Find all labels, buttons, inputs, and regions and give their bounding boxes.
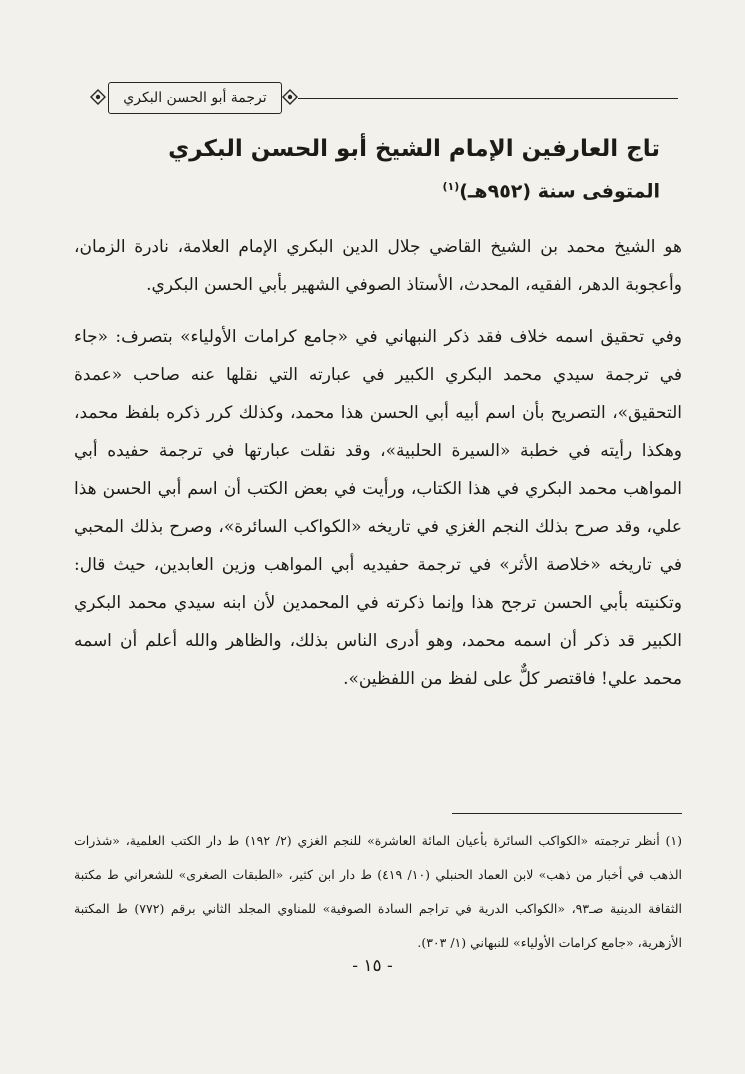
ornament-icon (90, 89, 106, 105)
body-text (74, 228, 682, 698)
ornament-icon (282, 89, 298, 105)
header-label: ترجمة أبو الحسن البكري (123, 90, 267, 106)
paragraph: وفي تحقيق اسمه خلاف فقد ذكر النبهاني في «جامع كرامات الأولياء» بتصرف: «جاء في ترجمة سيدي محمد البكري الكبير في عبارته التي نقلها عنه صاحب «عمدة التحقيق»، التصريح بأن اسم أبيه أبي الحسن هذا محمد، وكذلك كرر ذكره بلفظ محمد، وهكذا رأيته في خطبة «السيرة الحلبية»، وقد نقلت عبارتها في ترجمة حفيده أبي المواهب محمد البكري في هذا الكتاب، ورأيت في بعض الكتب أن اسم أبي الحسن هذا علي، وقد صرح بذلك النجم الغزي في تاريخه «الكواكب السائرة»، وصرح بذلك المحبي في تاريخه «خلاصة الأثر» في ترجمة حفيديه أبي المواهب وزين العابدين، حيث قال: وتكنيته بأبي الحسن ترجح هذا وإنما ذكرته في المحمدين لأن ابنه سيدي محمد البكري الكبير قد ذكر أن اسمه محمد، وهو أدرى الناس بذلك، والظاهر والله أعلم أن اسمه محمد علي! فاقتصر كلٌّ على لفظ من اللفظين». (74, 327, 682, 689)
header-label-box (108, 82, 282, 114)
page-number: - ١٥ - (352, 956, 393, 976)
paragraph: هو الشيخ محمد بن الشيخ القاضي جلال الدين البكري الإمام العلامة، نادرة الزمان، وأعجوبة الدهر، الفقيه، المحدث، الأستاذ الصوفي الشهير بأبي الحسن البكري. (74, 237, 682, 295)
running-header (88, 82, 678, 122)
footnote-rule (452, 813, 682, 814)
header-rule (298, 98, 678, 99)
footnote-marker: (١) (442, 180, 460, 193)
footnote: (١) أنظر ترجمته «الكواكب السائرة بأعيان المائة العاشرة» للنجم الغزي (٢/ ١٩٢) ط دار الكتب العلمية، «شذرات الذهب في أخبار من ذهب» لابن العماد الحنبلي (١٠/ ٤١٩) ط دار ابن كثير، «الطبقات الصغرى» للشعراني ط مكتبة الثقافة الدينية صـ٩٣، «الكواكب الدرية في تراجم السادة الصوفية» للمناوي المجلد الثاني برقم (٧٧٢) ط المكتبة الأزهرية، «جامع كرامات الأولياء» للنبهاني (١/ ٣٠٣). (74, 833, 682, 950)
subtitle-text: المتوفى سنة (٩٥٢هـ) (459, 180, 660, 203)
chapter-title: تاج العارفين الإمام الشيخ أبو الحسن البكري (168, 136, 660, 162)
death-date-subtitle (60, 180, 660, 202)
